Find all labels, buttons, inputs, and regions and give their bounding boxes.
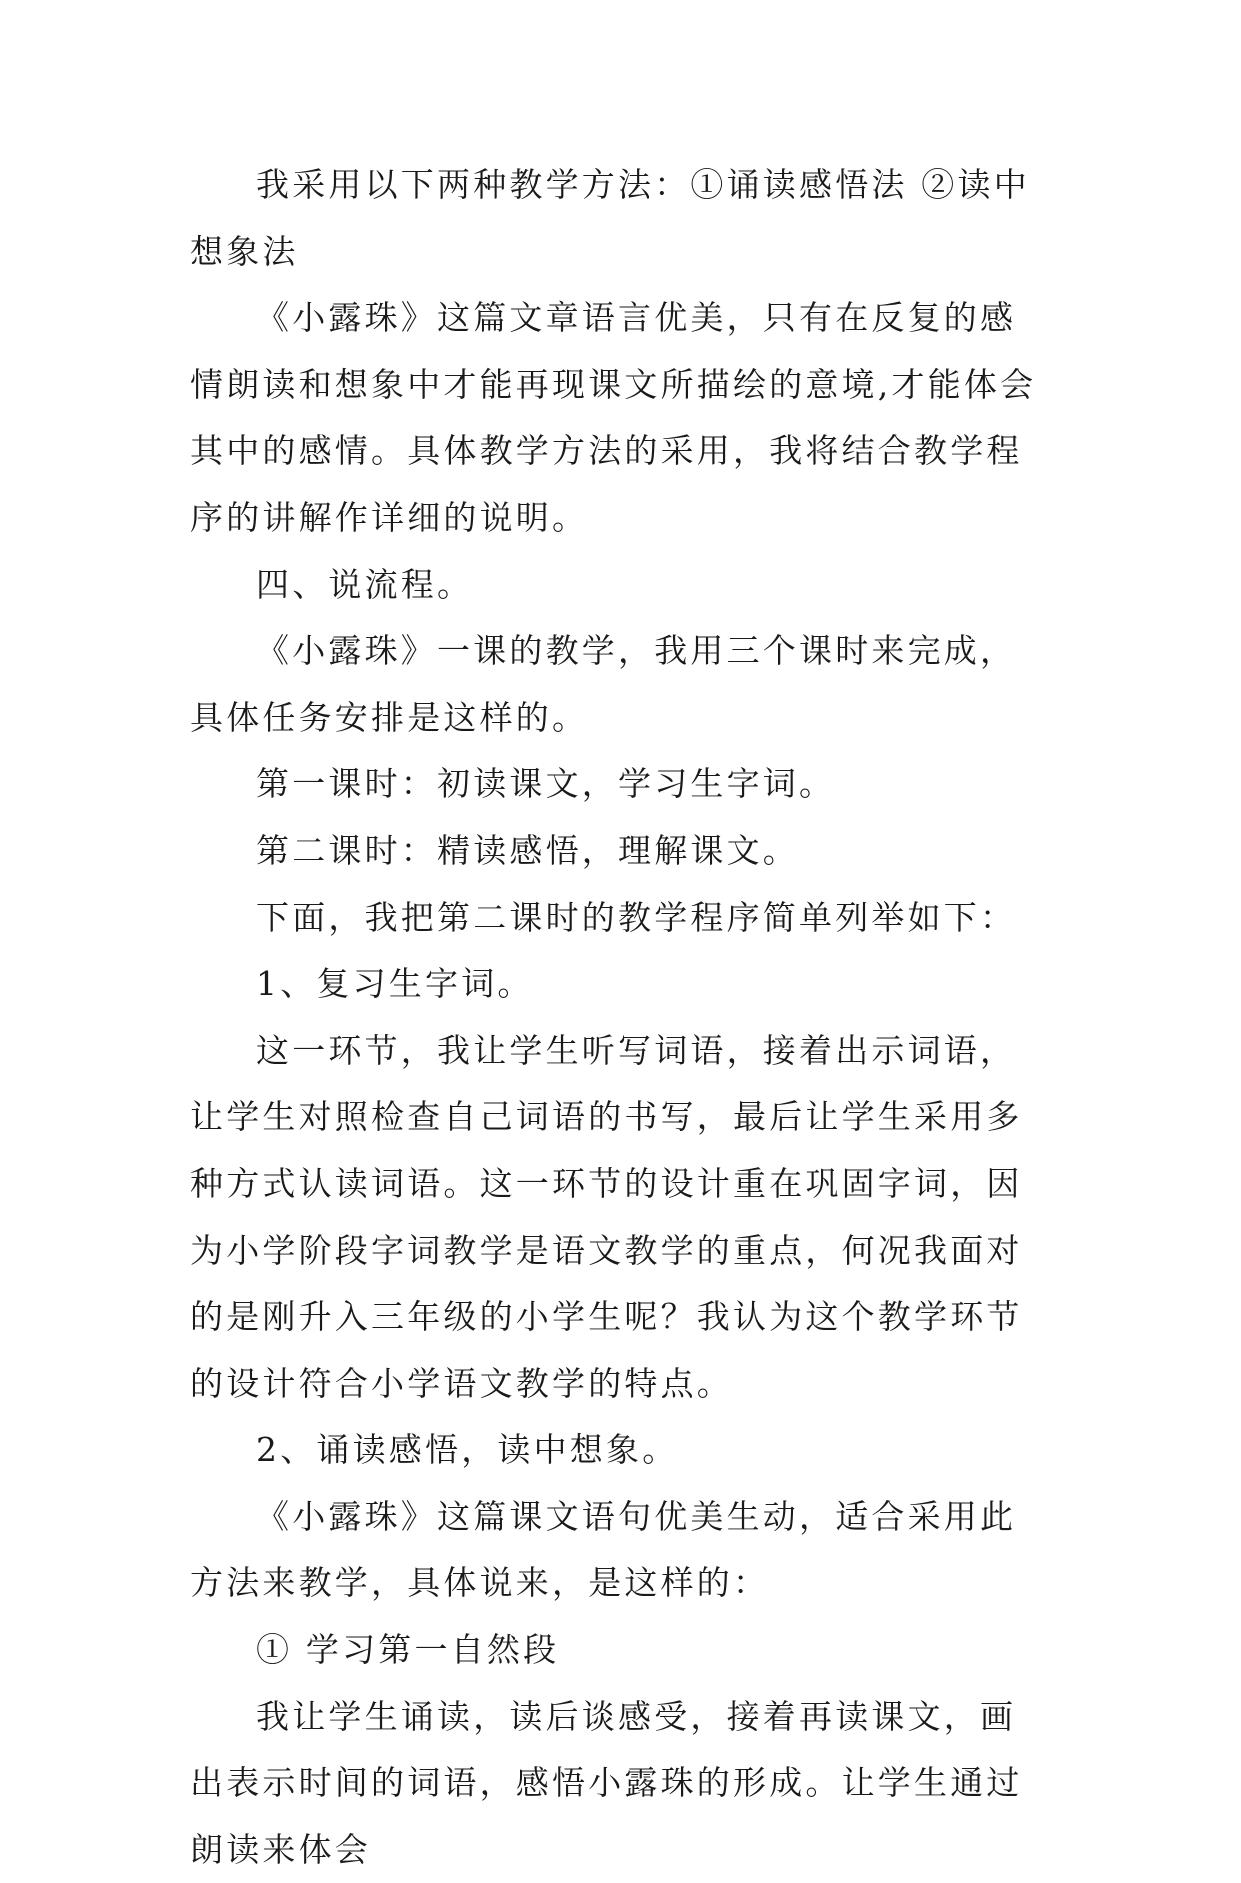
- subheading-first-paragraph: ① 学习第一自然段: [256, 1630, 560, 1670]
- document-body: [190, 152, 1050, 1883]
- paragraph-lesson-schedule: 《小露珠》一课的教学，我用三个课时来完成，具体任务安排是这样的。: [190, 631, 1017, 737]
- section-heading-process: 四、说流程。: [256, 564, 474, 604]
- paragraph-methods-rationale: 《小露珠》这篇文章语言优美，只有在反复的感情朗读和想象中才能再现课文所描绘的意境,才能体会其中的感情。具体教学方法的采用，我将结合教学程序的讲解作详细的说明。: [190, 298, 1037, 537]
- paragraph-teaching-methods: 我采用以下两种教学方法：①诵读感悟法 ②读中想象法: [190, 165, 1030, 271]
- paragraph-procedure-intro: 下面，我把第二课时的教学程序简单列举如下：: [256, 897, 1017, 937]
- paragraph-lesson-two: 第二课时：精读感悟，理解课文。: [256, 830, 799, 870]
- paragraph-lesson-one: 第一课时：初读课文，学习生字词。: [256, 764, 836, 804]
- step-heading-recitation: 2、诵读感悟，读中想象。: [256, 1430, 679, 1470]
- paragraph-first-paragraph-details: 我让学生诵读，读后谈感受，接着再读课文，画出表示时间的词语，感悟小露珠的形成。让学生通过朗读来体会: [190, 1696, 1023, 1869]
- step-heading-review: 1、复习生字词。: [256, 964, 534, 1004]
- paragraph-review-details: 这一环节，我让学生听写词语，接着出示词语，让学生对照检查自己词语的书写，最后让学生采用多种方式认读词语。这一环节的设计重在巩固字词，因为小学阶段字词教学是语文教学的重点，何况我面对的是刚升入三年级的小学生呢？我认为这个教学环节的设计符合小学语文教学的特点。: [190, 1030, 1023, 1403]
- paragraph-recitation-intro: 《小露珠》这篇课文语句优美生动，适合采用此方法来教学，具体说来，是这样的：: [190, 1496, 1017, 1603]
